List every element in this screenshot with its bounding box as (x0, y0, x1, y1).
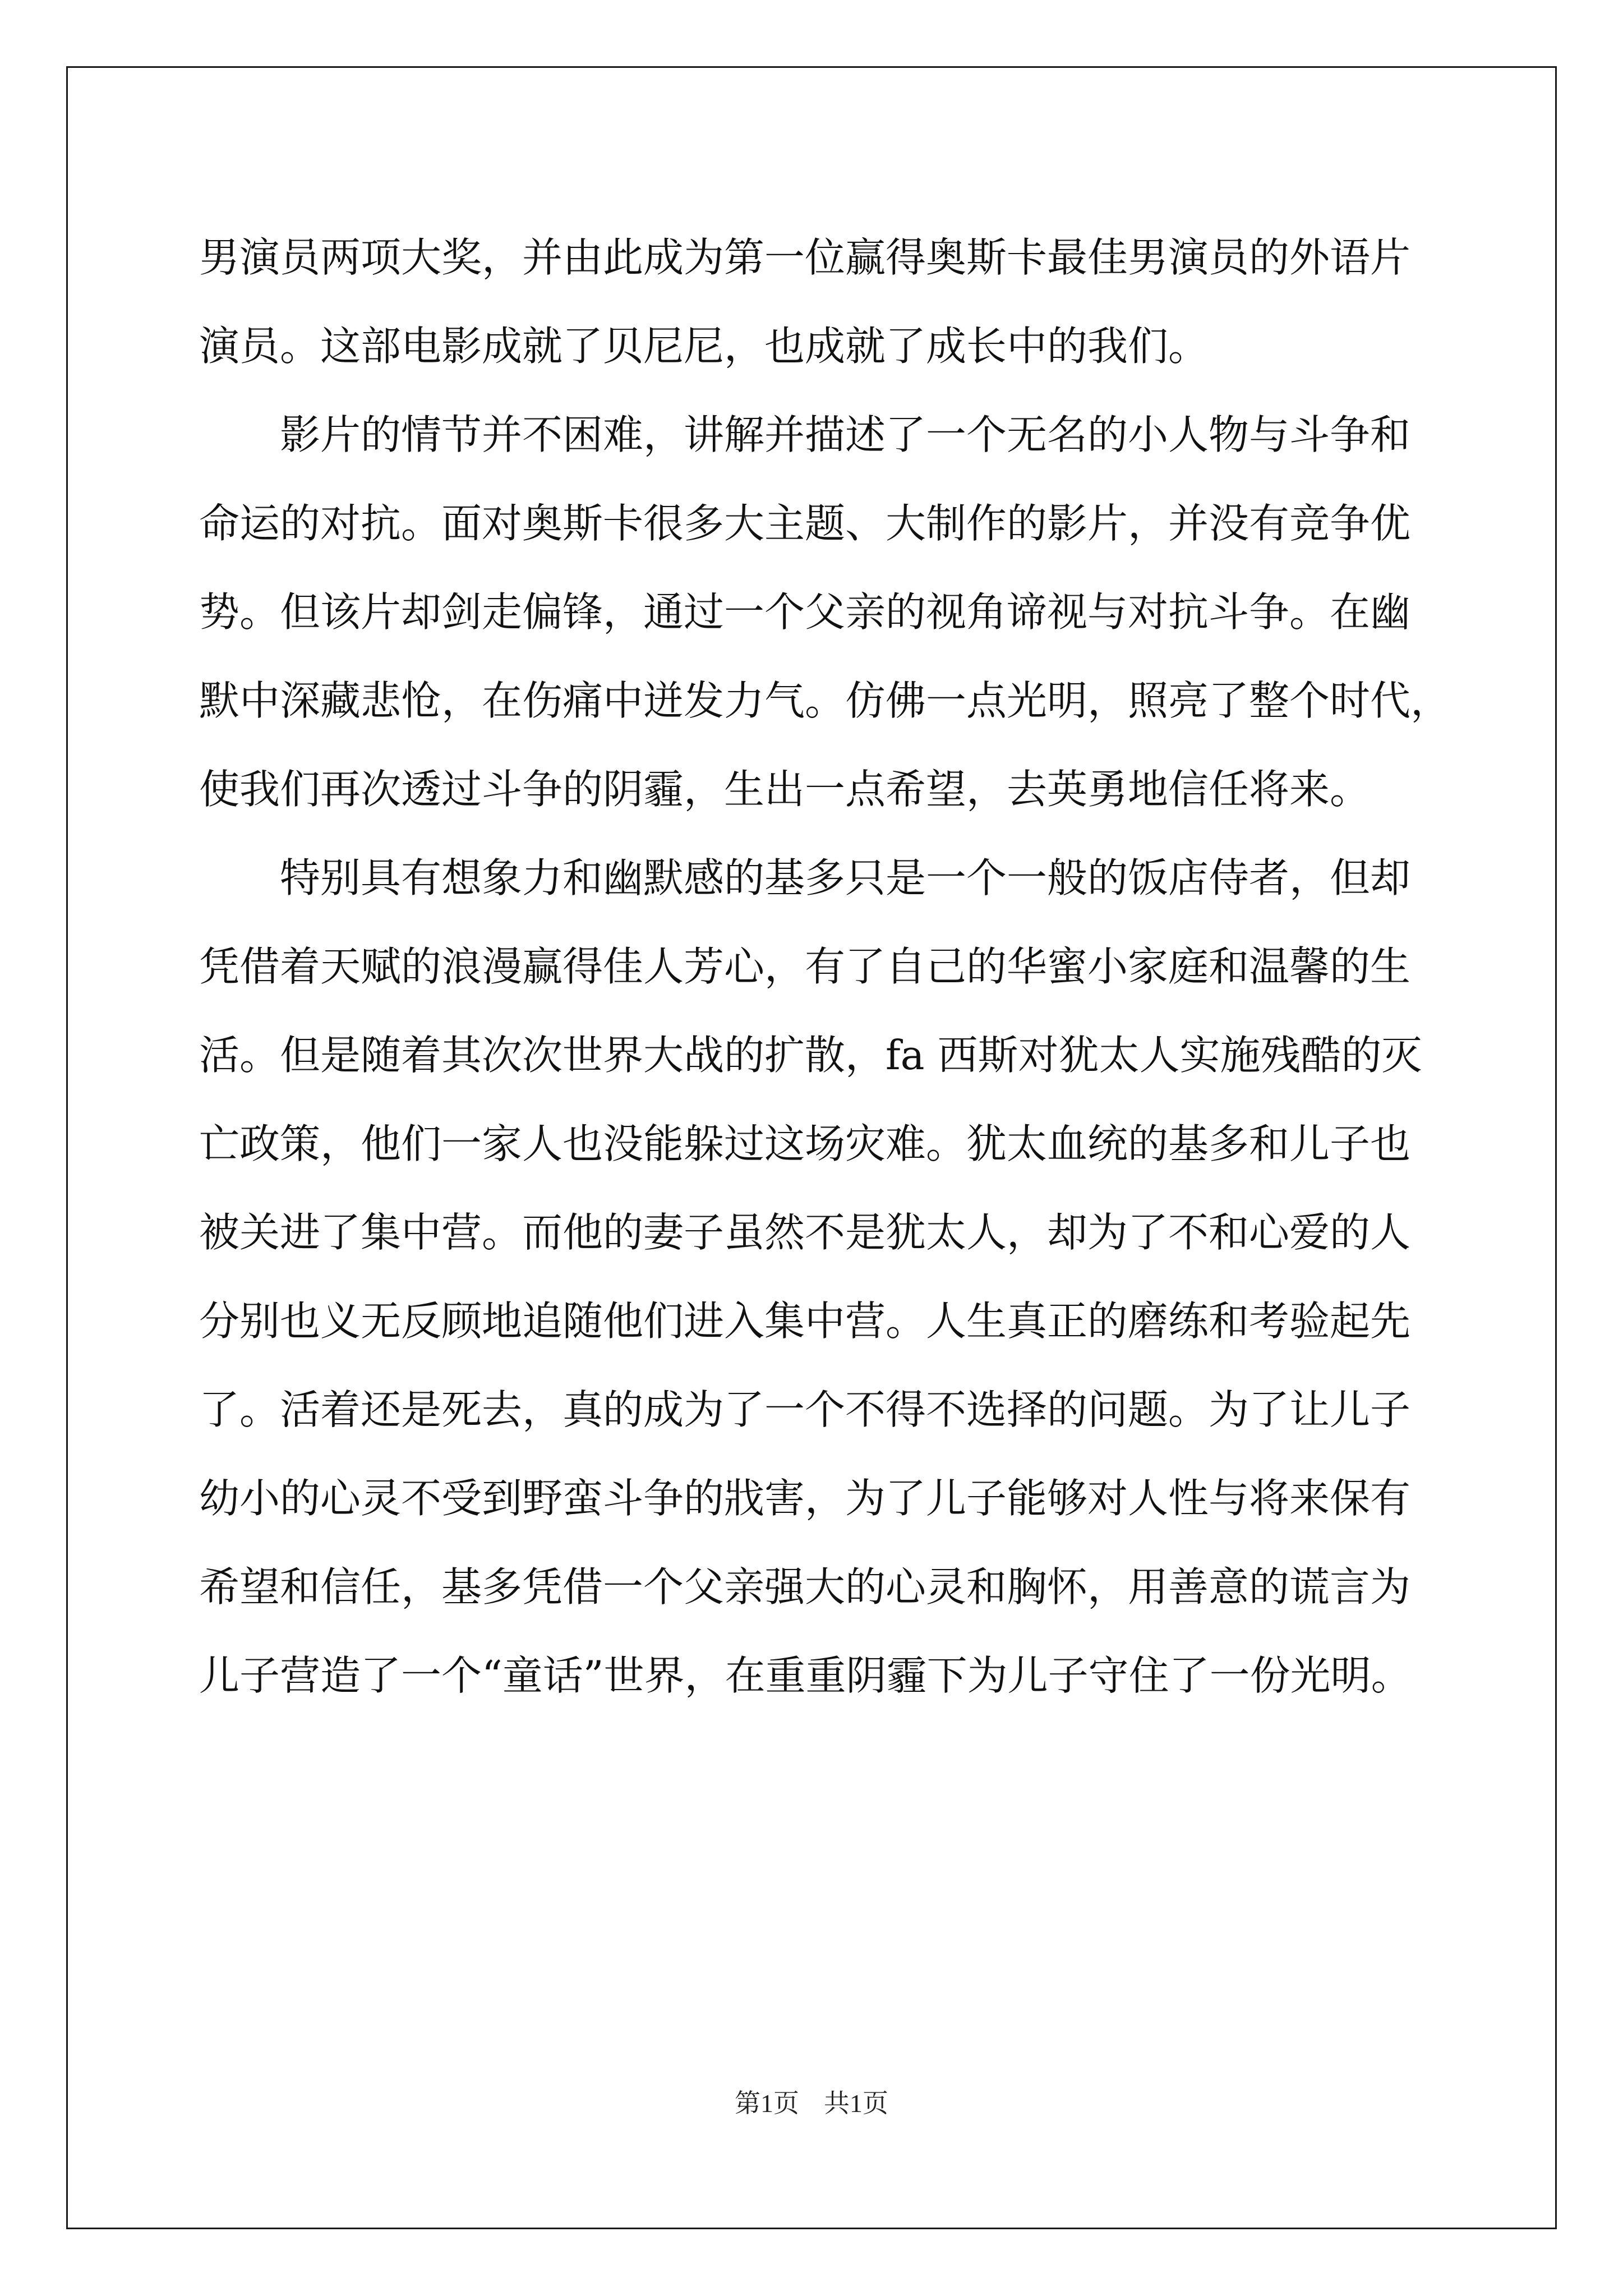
text-line: 默中深藏悲怆，在伤痛中迸发力气。仿佛一点光明，照亮了整个时代， (199, 677, 1451, 724)
paragraph-first-line: 特别具有想象力和幽默感的基多只是一个一般的饭店侍者，但却 (199, 854, 1411, 901)
text-line: 命运的对抗。面对奥斯卡很多大主题、大制作的影片，并没有竞争优 (199, 500, 1411, 547)
page-number: 第1页 (735, 2089, 799, 2118)
text-line: 希望和信任，基多凭借一个父亲强大的心灵和胸怀，用善意的谎言为 (199, 1563, 1411, 1611)
text-line: 了。活着还是死去，真的成为了一个不得不选择的问题。为了让儿子 (199, 1386, 1411, 1433)
text-line: 活。但是随着其次次世界大战的扩散，fa 西斯对犹太人实施残酷的灭 (199, 1032, 1422, 1079)
page-footer (0, 2087, 1623, 2120)
text-line: 亡政策，他们一家人也没能躲过这场灾难。犹太血统的基多和儿子也 (199, 1120, 1411, 1167)
text-line: 使我们再次透过斗争的阴霾，生出一点希望，去英勇地信任将来。 (199, 766, 1371, 813)
document-body (199, 213, 1451, 1720)
text-line: 凭借着天赋的浪漫赢得佳人芳心，有了自己的华蜜小家庭和温馨的生 (199, 943, 1411, 990)
text-line: 幼小的心灵不受到野蛮斗争的戕害，为了儿子能够对人性与将来保有 (199, 1475, 1411, 1522)
text-line: 演员。这部电影成就了贝尼尼，也成就了成长中的我们。 (199, 323, 1209, 370)
text-line: 男演员两项大奖，并由此成为第一位赢得奥斯卡最佳男演员的外语片 (199, 234, 1411, 281)
text-line: 被关进了集中营。而他的妻子虽然不是犹太人，却为了不和心爱的人 (199, 1209, 1411, 1256)
page-total: 共1页 (824, 2089, 888, 2118)
text-line: 势。但该片却剑走偏锋，通过一个父亲的视角谛视与对抗斗争。在幽 (199, 588, 1411, 636)
text-line: 分别也义无反顾地追随他们进入集中营。人生真正的磨练和考验起先 (199, 1297, 1411, 1345)
text-line: 儿子营造了一个“童话”世界，在重重阴霾下为儿子守住了一份光明。 (199, 1652, 1412, 1699)
paragraph-first-line: 影片的情节并不困难，讲解并描述了一个无名的小人物与斗争和 (199, 411, 1411, 458)
